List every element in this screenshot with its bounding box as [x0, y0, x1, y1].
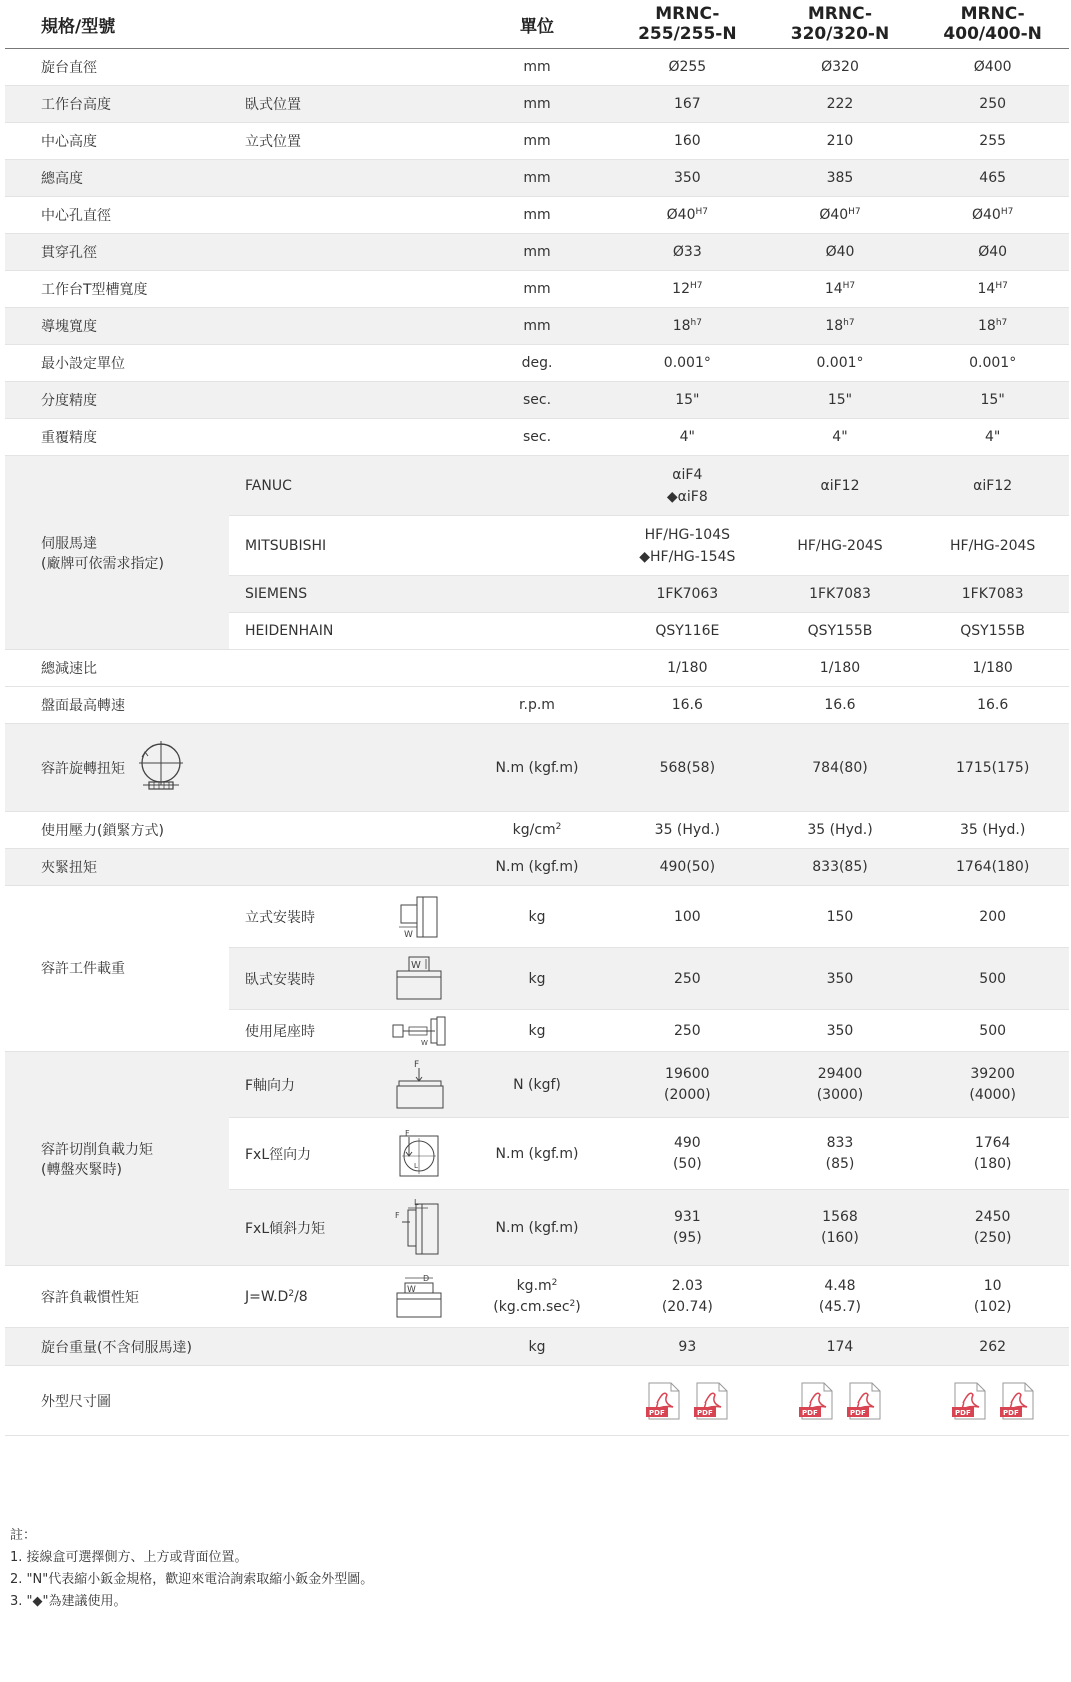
cell-value: 255 [916, 123, 1069, 160]
pdf-download-icon[interactable] [999, 1381, 1035, 1421]
cell-value: Ø33 [611, 234, 764, 271]
row-unit: mm [463, 86, 611, 123]
cell-value: 385 [764, 160, 917, 197]
header-spec: 規格/型號 [5, 0, 229, 49]
table-row [5, 234, 1069, 271]
svg-text:PDF: PDF [801, 1408, 818, 1417]
note-item: 3. "◆"為建議使用。 [10, 1594, 127, 1609]
brand-fanuc: FANUC [229, 456, 375, 516]
cell-value: 500 [916, 948, 1069, 1010]
cell-value: 784(80) [764, 724, 917, 812]
row-unit: $kg/cm^2$ [463, 812, 611, 849]
table-row [5, 49, 1069, 86]
cell-value: $Ø40^{H7}$ [611, 197, 764, 234]
cell-value: 15" [611, 382, 764, 419]
notes-title: 註： [10, 1528, 37, 1543]
cell-value: 833(85) [764, 849, 917, 886]
cell-value: 350 [764, 948, 917, 1010]
cell-value: $Ø40^{H7}$ [764, 197, 917, 234]
cell-value: 833 (85) [764, 1118, 917, 1190]
row-sublabel: 使用尾座時 [229, 1010, 375, 1052]
brand-mitsubishi: MITSUBISHI [229, 516, 375, 576]
row-unit: sec. [463, 419, 611, 456]
cell-value: 465 [916, 160, 1069, 197]
cell-value: 19600 (2000) [611, 1052, 764, 1118]
cell-value: 0.001° [611, 345, 764, 382]
cell-value: 490(50) [611, 849, 764, 886]
table-row [5, 123, 1069, 160]
cell-value: 16.6 [764, 687, 917, 724]
cell-value: 500 [916, 1010, 1069, 1052]
row-unit: N.m (kgf.m) [463, 1118, 611, 1190]
row-unit: mm [463, 234, 611, 271]
cell-value: 1568 (160) [764, 1190, 917, 1266]
brand-heidenhain: HEIDENHAIN [229, 613, 375, 650]
cell-value: 568(58) [611, 724, 764, 812]
cell-value: 1FK7063 [611, 576, 764, 613]
note-item: 2. "N"代表縮小鈑金規格，歡迎來電洽詢索取縮小鈑金外型圖。 [10, 1572, 374, 1587]
inertia-formula: $J=W.D^2/8$ [229, 1266, 375, 1328]
row-label: 使用壓力(鎖緊方式) [5, 812, 375, 849]
radial-force-icon [394, 1128, 444, 1180]
cell-value: 250 [611, 948, 764, 1010]
spec-table-container [5, 0, 1069, 1436]
cell-value: $Ø40^{H7}$ [916, 197, 1069, 234]
table-row [5, 1328, 1069, 1366]
header-blank-2 [375, 0, 463, 49]
row-label: 容許旋轉扭矩 [5, 724, 229, 812]
row-unit: $kg.m^2$ $(kg.cm.\sec^2)$ [463, 1266, 611, 1328]
svg-text:D: D [423, 1273, 430, 1283]
cell-value: Ø400 [916, 49, 1069, 86]
row-unit: mm [463, 160, 611, 197]
row-unit: N.m (kgf.m) [463, 849, 611, 886]
cell-value: Ø320 [764, 49, 917, 86]
cell-value: 35 (Hyd.) [611, 812, 764, 849]
table-row [5, 382, 1069, 419]
row-label: 工作台T型槽寬度 [5, 271, 229, 308]
row-label: 貫穿孔徑 [5, 234, 229, 271]
note-item: 1. 接線盒可選擇側方、上方或背面位置。 [10, 1550, 248, 1565]
cell-value: 1715(175) [916, 724, 1069, 812]
table-row [5, 1366, 1069, 1436]
row-label: 最小設定單位 [5, 345, 229, 382]
svg-text:F: F [395, 1210, 400, 1220]
cell-value: 100 [611, 886, 764, 948]
cell-value: 150 [764, 886, 917, 948]
row-unit: kg [463, 948, 611, 1010]
svg-text:L: L [414, 1197, 419, 1207]
cell-value: $14^{H7}$ [764, 271, 917, 308]
row-unit: deg. [463, 345, 611, 382]
row-unit: sec. [463, 382, 611, 419]
cell-value: HF/HG-204S [764, 516, 917, 576]
row-label: 工作台高度 [5, 86, 229, 123]
row-unit: mm [463, 49, 611, 86]
row-sublabel: FxL徑向力 [229, 1118, 375, 1190]
cell-value: 0.001° [764, 345, 917, 382]
cell-value: QSY155B [916, 613, 1069, 650]
cell-value: 222 [764, 86, 917, 123]
pdf-download-icon[interactable] [645, 1381, 681, 1421]
table-row [5, 160, 1069, 197]
table-row [5, 1266, 1069, 1328]
header-model-400: MRNC-400/400-N [916, 0, 1069, 49]
cell-value: 490 (50) [611, 1118, 764, 1190]
row-label: 夾緊扭矩 [5, 849, 229, 886]
pdf-download-icon[interactable] [951, 1381, 987, 1421]
header-blank [229, 0, 375, 49]
row-label: 導塊寬度 [5, 308, 229, 345]
row-sublabel: 立式位置 [229, 123, 375, 160]
cell-value: 4" [916, 419, 1069, 456]
table-row [5, 1052, 1069, 1118]
cell-value: 350 [764, 1010, 917, 1052]
row-sublabel: 臥式位置 [229, 86, 375, 123]
row-label: 中心高度 [5, 123, 229, 160]
cell-value: $18^{h7}$ [916, 308, 1069, 345]
cell-value: 4" [764, 419, 917, 456]
row-label: 盤面最高轉速 [5, 687, 229, 724]
row-unit: r.p.m [463, 687, 611, 724]
row-label: 容許負載慣性矩 [5, 1266, 229, 1328]
row-label: 外型尺寸圖 [5, 1366, 229, 1436]
cell-value: 1FK7083 [916, 576, 1069, 613]
pdf-download-icon[interactable] [798, 1381, 834, 1421]
row-unit: kg [463, 886, 611, 948]
brand-siemens: SIEMENS [229, 576, 375, 613]
table-row [5, 812, 1069, 849]
cut-label: 容許切削負載力矩 (轉盤夾緊時) [5, 1052, 229, 1266]
cell-value: $14^{H7}$ [916, 271, 1069, 308]
cell-value: 262 [916, 1328, 1069, 1366]
cell-value: 39200 (4000) [916, 1052, 1069, 1118]
cell-value: 250 [611, 1010, 764, 1052]
svg-text:L: L [414, 1161, 418, 1170]
cell-value: 15" [764, 382, 917, 419]
table-row [5, 849, 1069, 886]
cell-value: 2450 (250) [916, 1190, 1069, 1266]
row-unit: kg [463, 1328, 611, 1366]
cell-value: αiF12 [764, 456, 917, 516]
svg-text:PDF: PDF [1002, 1408, 1019, 1417]
svg-text:PDF: PDF [649, 1408, 666, 1417]
table-row [5, 724, 1069, 812]
table-row [5, 886, 1069, 948]
cell-value: 174 [764, 1328, 917, 1366]
cell-value: 15" [916, 382, 1069, 419]
row-label: 旋台重量(不含伺服馬達) [5, 1328, 375, 1366]
cell-value: 167 [611, 86, 764, 123]
cell-value: 0.001° [916, 345, 1069, 382]
row-unit: mm [463, 197, 611, 234]
svg-text:W: W [404, 929, 413, 940]
cell-value: αiF4 ◆αiF8 [611, 456, 764, 516]
svg-text:W: W [411, 959, 421, 971]
row-sublabel: 臥式安裝時 [229, 948, 375, 1010]
table-row [5, 419, 1069, 456]
table-row [5, 345, 1069, 382]
svg-text:F: F [405, 1128, 410, 1138]
cell-value: Ø40 [916, 234, 1069, 271]
pdf-download-icon[interactable] [846, 1381, 882, 1421]
cell-value: 35 (Hyd.) [764, 812, 917, 849]
row-sublabel: F軸向力 [229, 1052, 375, 1118]
cell-value: 350 [611, 160, 764, 197]
pdf-cell [764, 1366, 917, 1436]
pdf-download-icon[interactable] [693, 1381, 729, 1421]
table-row [5, 271, 1069, 308]
table-row [5, 86, 1069, 123]
cell-value: 1/180 [764, 650, 917, 687]
cell-value: HF/HG-204S [916, 516, 1069, 576]
tilt-moment-icon [394, 1196, 444, 1260]
cell-value: Ø255 [611, 49, 764, 86]
svg-text:PDF: PDF [697, 1408, 714, 1417]
horizontal-mount-icon [393, 954, 445, 1004]
row-unit: mm [463, 123, 611, 160]
cell-value: 16.6 [611, 687, 764, 724]
rotation-torque-icon [137, 739, 185, 797]
cell-value: 250 [916, 86, 1069, 123]
header-model-255: MRNC-255/255-N [611, 0, 764, 49]
row-label: 重覆精度 [5, 419, 229, 456]
row-unit: mm [463, 308, 611, 345]
cell-value: Ø40 [764, 234, 917, 271]
row-label: 旋台直徑 [5, 49, 229, 86]
header-unit: 單位 [463, 0, 611, 49]
row-label: 總減速比 [5, 650, 229, 687]
cell-value: $12^{H7}$ [611, 271, 764, 308]
cell-value: 1FK7083 [764, 576, 917, 613]
row-label: 分度精度 [5, 382, 229, 419]
pdf-cell [611, 1366, 764, 1436]
load-label: 容許工件載重 [5, 886, 229, 1052]
cell-value: 1/180 [611, 650, 764, 687]
svg-text:W: W [407, 1284, 416, 1295]
notes-section [10, 1525, 373, 1613]
cell-value: 1764(180) [916, 849, 1069, 886]
axial-force-icon [393, 1058, 445, 1112]
cell-value: QSY155B [764, 613, 917, 650]
row-unit: kg [463, 1010, 611, 1052]
cell-value: QSY116E [611, 613, 764, 650]
cell-value: 210 [764, 123, 917, 160]
row-label: 中心孔直徑 [5, 197, 229, 234]
row-label: 總高度 [5, 160, 229, 197]
cell-value: 35 (Hyd.) [916, 812, 1069, 849]
cell-value: 4.48 (45.7) [764, 1266, 917, 1328]
cell-value: 1/180 [916, 650, 1069, 687]
table-row [5, 650, 1069, 687]
spec-table [5, 0, 1069, 1436]
inertia-icon [393, 1273, 445, 1321]
svg-text:PDF: PDF [954, 1408, 971, 1417]
pdf-cell [916, 1366, 1069, 1436]
tailstock-icon [391, 1015, 447, 1047]
row-unit: N.m (kgf.m) [463, 1190, 611, 1266]
cell-value: 10 (102) [916, 1266, 1069, 1328]
cell-value: $18^{h7}$ [611, 308, 764, 345]
cell-value: 93 [611, 1328, 764, 1366]
cell-value: 200 [916, 886, 1069, 948]
row-unit: mm [463, 271, 611, 308]
vertical-mount-icon [393, 893, 445, 941]
cell-value: 1764 (180) [916, 1118, 1069, 1190]
table-row [5, 197, 1069, 234]
svg-text:PDF: PDF [849, 1408, 866, 1417]
row-unit: N.m (kgf.m) [463, 724, 611, 812]
cell-value: 2.03 (20.74) [611, 1266, 764, 1328]
cell-value: HF/HG-104S ◆HF/HG-154S [611, 516, 764, 576]
cell-value: $18^{h7}$ [764, 308, 917, 345]
table-row [5, 456, 1069, 516]
cell-value: 16.6 [916, 687, 1069, 724]
servo-label: 伺服馬達 (廠牌可依需求指定) [5, 456, 229, 650]
row-unit: N (kgf) [463, 1052, 611, 1118]
table-row [5, 687, 1069, 724]
header-model-320: MRNC-320/320-N [764, 0, 917, 49]
cell-value: αiF12 [916, 456, 1069, 516]
cell-value: 4" [611, 419, 764, 456]
cell-value: 931 (95) [611, 1190, 764, 1266]
table-header-row [5, 0, 1069, 49]
cell-value: 29400 (3000) [764, 1052, 917, 1118]
row-sublabel: 立式安裝時 [229, 886, 375, 948]
svg-text:W: W [421, 1038, 428, 1047]
table-row [5, 308, 1069, 345]
cell-value: 160 [611, 123, 764, 160]
svg-text:F: F [414, 1059, 420, 1070]
row-sublabel: FxL傾斜力矩 [229, 1190, 375, 1266]
